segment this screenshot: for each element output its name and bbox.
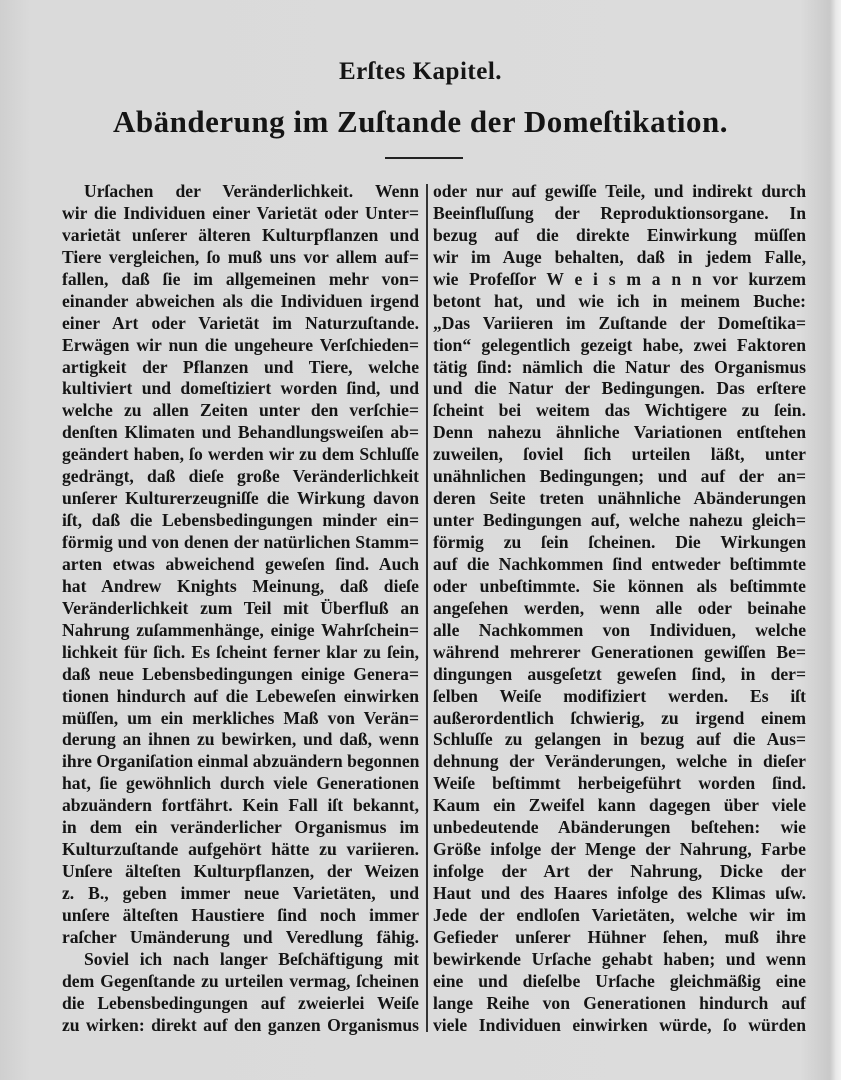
left-text-column: [62, 181, 419, 1037]
text-line: deren Seite treten unähnliche Abänderungen: [433, 488, 806, 509]
text-line: Tiere vergleichen, ſo muß uns vor allem auf=: [62, 246, 419, 267]
text-line: die Lebensbedingungen auf zweierlei Weiſe: [62, 992, 419, 1013]
text-line: ſcheint bei weitem das Wichtigere zu ſein.: [433, 400, 806, 421]
text-line: Kaum ein Zweifel kann dagegen über viele: [433, 795, 806, 816]
text-line: z. B., geben immer neue Varietäten, und: [62, 883, 419, 903]
right-text-column: [433, 181, 806, 1037]
text-line: oder nur auf gewiſſe Teile, und indirekt durch: [433, 181, 806, 201]
text-line: unter Bedingungen auf, welche nahezu gleich=: [433, 510, 806, 531]
text-line: alle Nachkommen von Individuen, welche: [433, 619, 806, 640]
text-line: Jede der endloſen Varietäten, welche wir im: [433, 904, 806, 925]
text-line: viele Individuen einwirken würde, ſo würden: [433, 1014, 806, 1035]
column-divider: [426, 184, 428, 1032]
text-line: wie Profeſſor W e i s m a n n vor kurzem: [433, 268, 806, 289]
text-line: betont hat, und wie ich in meinem Buche:: [433, 290, 806, 311]
text-line: auf die Nachkommen ſind entweder beſtimmte: [433, 553, 806, 574]
text-line: zu wirken: direkt auf den ganzen Organismus: [62, 1014, 419, 1035]
text-line: lichkeit für ſich. Es ſcheint ferner klar zu ſein,: [62, 641, 419, 662]
text-line: Größe infolge der Menge der Nahrung, Farbe: [433, 839, 806, 860]
text-line: Urſachen der Veränderlichkeit. Wenn: [84, 181, 419, 201]
text-line: fallen, daß ſie im allgemeinen mehr von=: [62, 268, 419, 289]
text-line: und die Natur der Bedingungen. Das erſtere: [433, 378, 806, 399]
text-line: geändert haben, ſo werden wir zu dem Schluſſe: [62, 444, 419, 465]
text-line: angeſehen werden, wenn alle oder beinahe: [433, 597, 806, 618]
text-line: dem Gegenſtande zu urteilen vermag, ſcheinen: [62, 970, 419, 991]
text-line: ſelben Weiſe modifiziert werden. Es iſt: [433, 685, 806, 706]
text-line: kultiviert und domeſtiziert worden ſind, und: [62, 378, 419, 399]
text-line: Kulturzuſtande aufgehört hätte zu variieren.: [62, 839, 419, 860]
text-line: tion“ gelegentlich gezeigt habe, zwei Faktoren: [433, 334, 806, 355]
text-line: tionen hindurch auf die Lebeweſen einwirken: [62, 685, 419, 706]
text-line: artigkeit der Pflanzen und Tiere, welche: [62, 356, 419, 377]
text-line: abzuändern fortfährt. Kein Fall iſt bekannt,: [62, 795, 419, 816]
text-line: Soviel ich nach langer Beſchäftigung mit: [84, 948, 419, 969]
text-line: bewirkende Urſache gehabt haben; und wenn: [433, 948, 806, 969]
text-line: unähnlichen Bedingungen; und auf der an=: [433, 466, 806, 487]
text-line: dingungen ausgeſetzt geweſen ſind, in der=: [433, 663, 806, 684]
text-line: gedrängt, daß dieſe große Veränderlichkeit: [62, 466, 419, 487]
text-line: „Das Variieren im Zuſtande der Domeſtika=: [433, 312, 806, 333]
text-line: daß neue Lebensbedingungen einige Genera=: [62, 663, 419, 684]
text-line: Beeinfluſſung der Reproduktionsorgane. In: [433, 202, 806, 223]
text-line: arten etwas abweichend geweſen ſind. Auch: [62, 553, 419, 574]
text-line: ihre Organiſation einmal abzuändern begonnen: [62, 751, 420, 772]
text-line: förmig zu ſein ſcheinen. Die Wirkungen: [433, 532, 806, 552]
text-line: infolge der Art der Nahrung, Dicke der: [433, 861, 806, 882]
text-line: Schluſſe zu gelangen in bezug auf die Aus=: [433, 729, 806, 750]
text-line: derung an ihnen zu bewirken, und daß, wenn: [62, 729, 419, 750]
text-line: förmig und von denen der natürlichen Stamm=: [62, 532, 419, 552]
text-line: einer Art oder Varietät im Naturzuſtande.: [62, 312, 419, 333]
text-line: eine und dieſelbe Urſache gleichmäßig eine: [433, 970, 806, 991]
text-line: Veränderlichkeit zum Teil mit Überfluß an: [62, 597, 419, 618]
text-line: unbedeutende Abänderungen beſtehen: wie: [433, 817, 806, 838]
text-line: denſten Klimaten und Behandlungsweiſen ab=: [62, 422, 419, 443]
text-line: varietät unſerer älteren Kulturpflanzen und: [62, 224, 419, 245]
text-line: oder unbeſtimmte. Sie können als beſtimmte: [433, 575, 806, 596]
text-line: Denn nahezu ähnliche Variationen entſtehen: [433, 422, 806, 443]
text-line: Unſere älteſten Kulturpflanzen, der Weizen: [62, 861, 419, 882]
text-line: welche zu allen Zeiten unter den verſchie=: [62, 400, 419, 421]
text-line: wir die Individuen einer Varietät oder Unter=: [62, 202, 419, 223]
text-line: tätig ſind: nämlich die Natur des Organismus: [433, 356, 806, 377]
text-line: während mehrerer Generationen gewiſſen Be=: [433, 641, 806, 662]
chapter-label: Erſtes Kapitel.: [338, 58, 503, 85]
text-line: lange Reihe von Generationen hindurch auf: [433, 992, 806, 1013]
text-line: Weiſe beſtimmt herbeigeführt worden ſind.: [433, 773, 806, 794]
text-line: hat Andrew Knights Meinung, daß dieſe: [62, 575, 419, 596]
chapter-title: Abänderung im Zuſtande der Domeſtikation.: [112, 104, 729, 139]
text-line: raſcher Umänderung und Veredlung fähig.: [62, 926, 419, 947]
text-line: Nahrung zuſammenhänge, einige Wahrſchein=: [62, 619, 419, 640]
text-line: hat, ſie gewöhnlich durch viele Generationen: [62, 773, 419, 794]
text-line: müſſen, um ein merkliches Maß von Verän=: [62, 707, 419, 728]
text-line: außerordentlich ſchwierig, zu irgend einem: [433, 707, 806, 728]
text-line: iſt, daß die Lebensbedingungen minder ein=: [62, 510, 419, 531]
text-line: unſerer Kulturerzeugniſſe die Wirkung davon: [62, 488, 419, 509]
text-line: einander abweichen als die Individuen irgend: [62, 290, 419, 311]
text-line: Haut und des Haares infolge des Klimas uſw.: [433, 883, 806, 903]
text-line: in dem ein veränderlicher Organismus im: [62, 817, 419, 838]
text-line: wir im Auge behalten, daß in jedem Falle,: [433, 246, 806, 267]
text-line: bezug auf die direkte Einwirkung müſſen: [433, 224, 806, 245]
text-line: dehnung der Veränderungen, welche in dieſer: [433, 751, 806, 772]
text-line: unſere älteſten Haustiere ſind noch immer: [62, 904, 419, 925]
text-line: Erwägen wir nun die ungeheure Verſchieden=: [62, 334, 419, 355]
title-rule: [385, 157, 463, 159]
text-line: Gefieder unſerer Hühner ſehen, muß ihre: [433, 926, 806, 947]
text-line: zuweilen, ſoviel ſich urteilen läßt, unter: [433, 444, 806, 465]
